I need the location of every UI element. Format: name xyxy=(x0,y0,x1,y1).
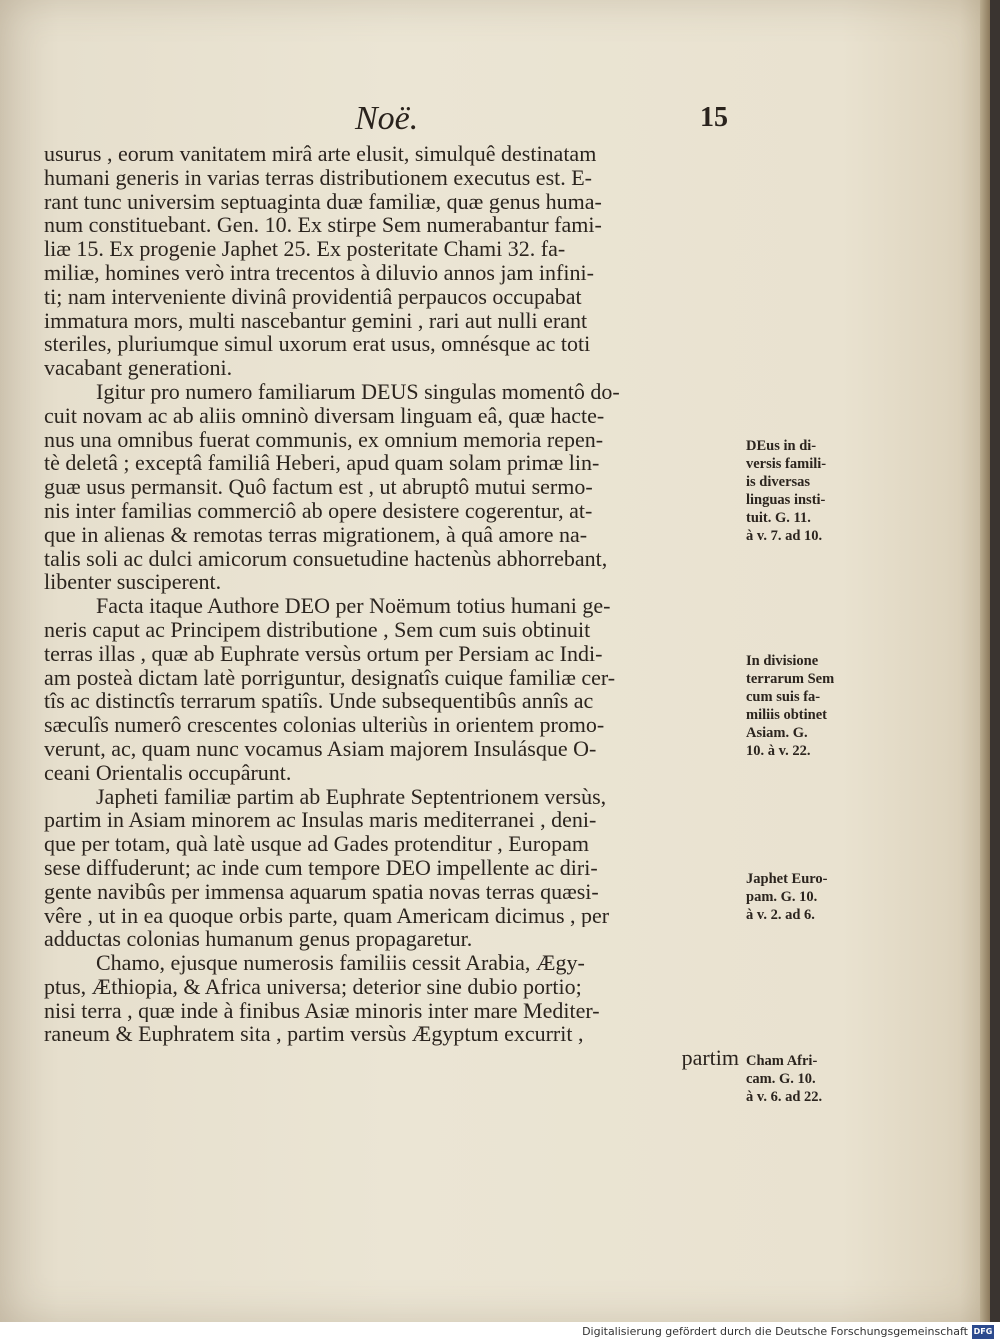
margin-note-line: linguas insti- xyxy=(746,492,826,508)
margin-note-line: versis famili- xyxy=(746,456,827,472)
text-line: am posteà dictam latè porriguntur, designatîs cuique familiæ cer- xyxy=(44,665,616,690)
text-line: humani generis in varias terras distributionem executus est. E- xyxy=(44,165,593,190)
text-line: Japheti familiæ partim ab Euphrate Septentrionem versùs, xyxy=(96,784,607,809)
margin-note xyxy=(746,437,866,545)
text-line: sæculîs numerô crescentes colonias ulteriùs in orientem promo- xyxy=(44,713,605,737)
running-head: Noë. xyxy=(355,100,419,137)
margin-note-line: terrarum Sem xyxy=(746,671,835,687)
text-line: raneum & Euphratem sita , partim versùs Ægyptum excurrit , xyxy=(44,1022,584,1047)
text-line: neris caput ac Principem distributione , Sem cum suis obtinuit xyxy=(44,617,591,642)
page-edge xyxy=(980,0,990,1322)
margin-note-line: cum suis fa- xyxy=(746,689,821,705)
text-line: ptus, Æthiopia, & Africa universa; deterior sine dubio portio; xyxy=(44,974,582,999)
margin-note xyxy=(746,870,866,924)
margin-note-line: Cham Afri- xyxy=(746,1053,818,1069)
margin-note-line: tuit. G. 11. xyxy=(746,510,811,526)
margin-note-line: is diversas xyxy=(746,474,811,490)
text-line: ti; nam interveniente divinâ providentiâ perpaucos occupabat xyxy=(44,284,582,309)
text-line: libenter susciperent. xyxy=(44,570,222,595)
margin-note xyxy=(746,652,866,760)
text-line: num constituebant. Gen. 10. Ex stirpe Sem numerabantur fami- xyxy=(44,213,602,238)
text-line: nisi terra , quæ inde à finibus Asiæ minoris inter mare Mediter- xyxy=(44,998,600,1023)
text-line: que per totam, quà latè usque ad Gades protenditur , Europam xyxy=(44,832,589,856)
margin-note xyxy=(746,1052,866,1106)
text-line: rant tunc universim septuaginta duæ familiæ, quæ genus huma- xyxy=(44,189,602,214)
text-line: nus una omnibus fuerat communis, ex omnium memoria repen- xyxy=(44,427,604,452)
margin-note-line: pam. G. 10. xyxy=(746,889,818,905)
text-line: verunt, ac, quam nunc vocamus Asiam majorem Insulásque O- xyxy=(44,736,597,761)
text-line: usurus , eorum vanitatem mirâ arte elusit, simulquê destinatam xyxy=(44,142,597,166)
text-line: partim in Asiam minorem ac Insulas maris mediterranei , deni- xyxy=(44,808,597,833)
text-line: Igitur pro numero familiarum DEUS singulas momentô do- xyxy=(96,379,620,404)
margin-note-line: à v. 2. ad 6. xyxy=(746,907,815,923)
page-number: 15 xyxy=(700,102,728,133)
text-line: cuit novam ac ab aliis omninò diversam linguam eâ, quæ hacte- xyxy=(44,403,605,428)
margin-note-line: à v. 7. ad 10. xyxy=(746,528,823,544)
text-line: steriles, pluriumque simul uxorum erat usus, omnésque ac toti xyxy=(44,332,591,357)
text-line: ceani Orientalis occupârunt. xyxy=(44,760,292,785)
text-line: talis soli ac dulci amicorum consuetudine hactenùs abhorrebant, xyxy=(44,546,608,571)
text-line: guæ usus permansit. Quô factum est , ut abruptô mutui sermo- xyxy=(44,475,593,499)
text-line: vêre , ut in ea quoque orbis parte, quam Americam dicimus , per xyxy=(44,903,610,928)
text-line: que in alienas & remotas terras migrationem, à quâ amore na- xyxy=(44,522,588,547)
margin-note-line: In divisione xyxy=(746,653,819,669)
page-header xyxy=(0,96,990,142)
margin-note-line: cam. G. 10. xyxy=(746,1071,816,1087)
footer-bar xyxy=(0,1322,1000,1344)
text-line: miliæ, homines verò intra trecentos à diluvio annos jam infini- xyxy=(44,260,594,285)
text-line: immatura mors, multi nascebantur gemini , rari aut nulli erant xyxy=(44,308,588,333)
footer-credit: Digitalisierung gefördert durch die Deutsche Forschungsgemeinschaft xyxy=(582,1325,968,1338)
text-line: nis inter familias commerciô ab opere desistere cogerentur, at- xyxy=(44,498,593,523)
margin-note-line: DEus in di- xyxy=(746,438,817,454)
text-line: liæ 15. Ex progenie Japhet 25. Ex posteritate Chami 32. fa- xyxy=(44,237,566,261)
text-line: gente navibûs per immensa aquarum spatia novas terras quæsi- xyxy=(44,879,599,904)
catchword: partim xyxy=(681,1046,739,1071)
text-line: vacabant generationi. xyxy=(44,356,233,380)
text-line: Facta itaque Authore DEO per Noëmum totius humani ge- xyxy=(96,594,611,618)
text-line: adductas colonias humanum genus propagaretur. xyxy=(44,927,473,952)
text-line: terras illas , quæ ab Euphrate versùs ortum per Persiam ac Indi- xyxy=(44,641,603,666)
text-line: Chamo, ejusque numerosis familiis cessit Arabia, Ægy- xyxy=(96,951,585,975)
margin-note-line: miliis obtinet xyxy=(746,707,827,723)
margin-note-line: Asiam. G. xyxy=(746,725,808,741)
dfg-logo: DFG xyxy=(972,1325,994,1339)
margin-note-line: 10. à v. 22. xyxy=(746,743,811,759)
text-line: tîs ac distinctîs terrarum spatiîs. Unde subsequentibûs annîs ac xyxy=(44,689,594,714)
text-line: sese diffuderunt; ac inde cum tempore DEO impellente ac diri- xyxy=(44,855,598,880)
main-text xyxy=(44,142,739,1070)
margin-note-line: à v. 6. ad 22. xyxy=(746,1089,823,1105)
text-line: tè deletâ ; exceptâ familiâ Heberi, apud quam solam primæ lin- xyxy=(44,451,600,476)
margin-note-line: Japhet Euro- xyxy=(746,871,828,887)
